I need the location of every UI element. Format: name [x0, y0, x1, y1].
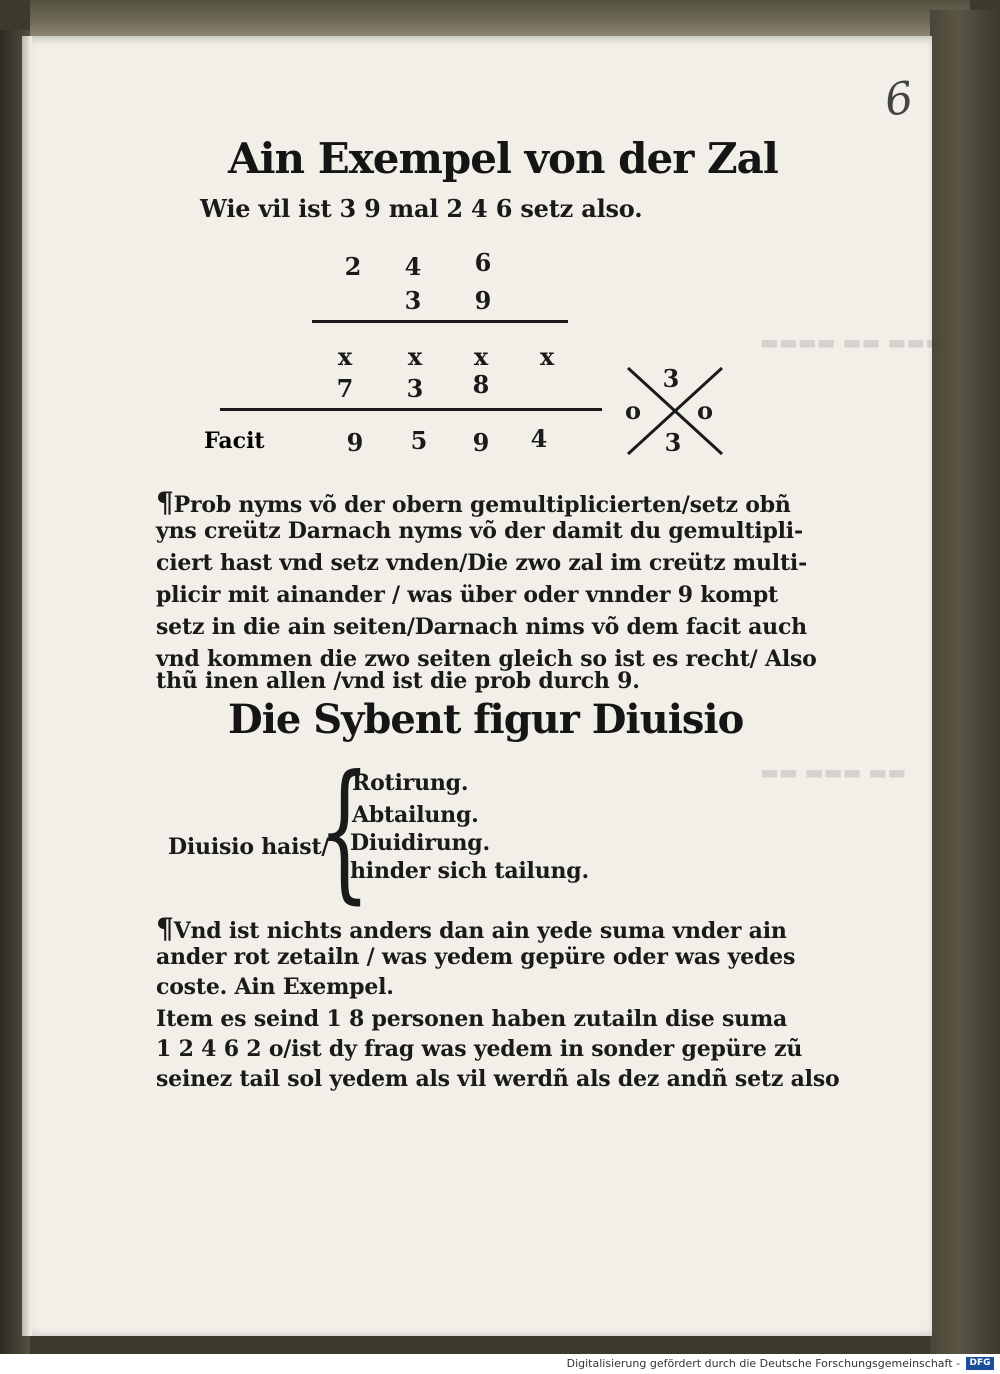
cross-right-value: o	[696, 396, 713, 425]
text-line: 1 2 4 6 2 o/ist dy frag was yedem in sonder gepüre zũ	[156, 1036, 803, 1062]
text-line: ander rot zetailn / was yedem gepüre oder was yedes	[156, 944, 796, 970]
text-line: ciert hast vnd setz vnden/Die zwo zal im creütz multi-	[156, 550, 808, 576]
result-digit: 5	[410, 426, 428, 455]
divisio-term: hinder sich tailung.	[350, 858, 589, 884]
crossed-digit: x	[337, 342, 353, 371]
partial-digit: 7	[336, 374, 354, 403]
text-line	[156, 486, 791, 519]
divisio-term: Diuidirung.	[350, 830, 490, 856]
multiplier-digit: 9	[474, 286, 492, 315]
cross-bottom-value: 3	[664, 428, 682, 457]
folio-number: 6	[881, 72, 917, 127]
rule-line	[312, 320, 568, 323]
result-digit: 9	[472, 428, 490, 457]
text-line: yns creütz Darnach nyms võ der damit du gemultipli-	[156, 518, 803, 544]
text-line: vnd kommen die zwo seiten gleich so ist es recht/ Also	[156, 646, 817, 672]
multiplicand-digit: 4	[404, 252, 422, 281]
text-line: setz in die ain seiten/Darnach nims võ dem facit auch	[156, 614, 807, 640]
question-line: Wie vil ist 3 9 mal 2 4 6 setz also.	[200, 194, 643, 223]
result-digit: 9	[346, 428, 364, 457]
credit-footer	[0, 1354, 1000, 1374]
show-through-text: ▬▬▬ ▬▬ ▬▬▬▬	[760, 330, 944, 354]
dfg-logo: DFG	[966, 1357, 994, 1370]
text-line: plicir mit ainander / was über oder vnnder 9 kompt	[156, 582, 779, 608]
facit-label: Facit	[204, 428, 265, 454]
partial-digit: 8	[472, 370, 490, 399]
text-line: thũ inen allen /vnd ist die prob durch 9.	[156, 668, 640, 694]
paragraph-mark: ¶	[156, 486, 174, 519]
text-line-content: Vnd ist nichts anders dan ain yede suma vnder ain	[173, 918, 787, 944]
multiplicand-digit: 6	[474, 248, 492, 277]
crossed-digit: x	[407, 342, 423, 371]
multiplier-digit: 3	[404, 286, 422, 315]
page-gutter-shadow	[22, 36, 32, 1336]
multiplicand-digit: 2	[344, 252, 362, 281]
crossed-digit: x	[539, 342, 555, 371]
rule-line	[220, 408, 602, 411]
partial-digit: 3	[406, 374, 424, 403]
divisio-term: Rotirung.	[352, 770, 469, 796]
crossed-digit: x	[473, 342, 489, 371]
section-heading: Die Sybent figur Diuisio	[228, 696, 744, 743]
divisio-label: Diuisio haist/	[168, 834, 330, 860]
result-digit: 4	[530, 424, 548, 453]
cross-left-value: o	[624, 396, 641, 425]
page-heading: Ain Exempel von der Zal	[228, 134, 778, 183]
text-line: Item es seind 1 8 personen haben zutailn dise suma	[156, 1006, 788, 1032]
curly-brace: {	[318, 744, 371, 918]
paragraph-mark: ¶	[156, 912, 174, 945]
divisio-term: Abtailung.	[352, 802, 479, 828]
footer-credit: Digitalisierung gefördert durch die Deutsche Forschungsgemeinschaft -	[566, 1357, 960, 1370]
text-line	[156, 912, 787, 945]
book-board-right	[930, 10, 1000, 1354]
text-line: coste. Ain Exempel.	[156, 974, 394, 1000]
text-line: seinez tail sol yedem als vil werdñ als dez andñ setz also	[156, 1066, 840, 1092]
show-through-text: ▬▬ ▬▬▬ ▬▬	[760, 760, 907, 784]
cross-top-value: 3	[662, 364, 680, 393]
text-line-content: Prob nyms võ der obern gemultiplicierten/setz obñ	[173, 492, 791, 518]
book-board-top	[30, 0, 970, 36]
